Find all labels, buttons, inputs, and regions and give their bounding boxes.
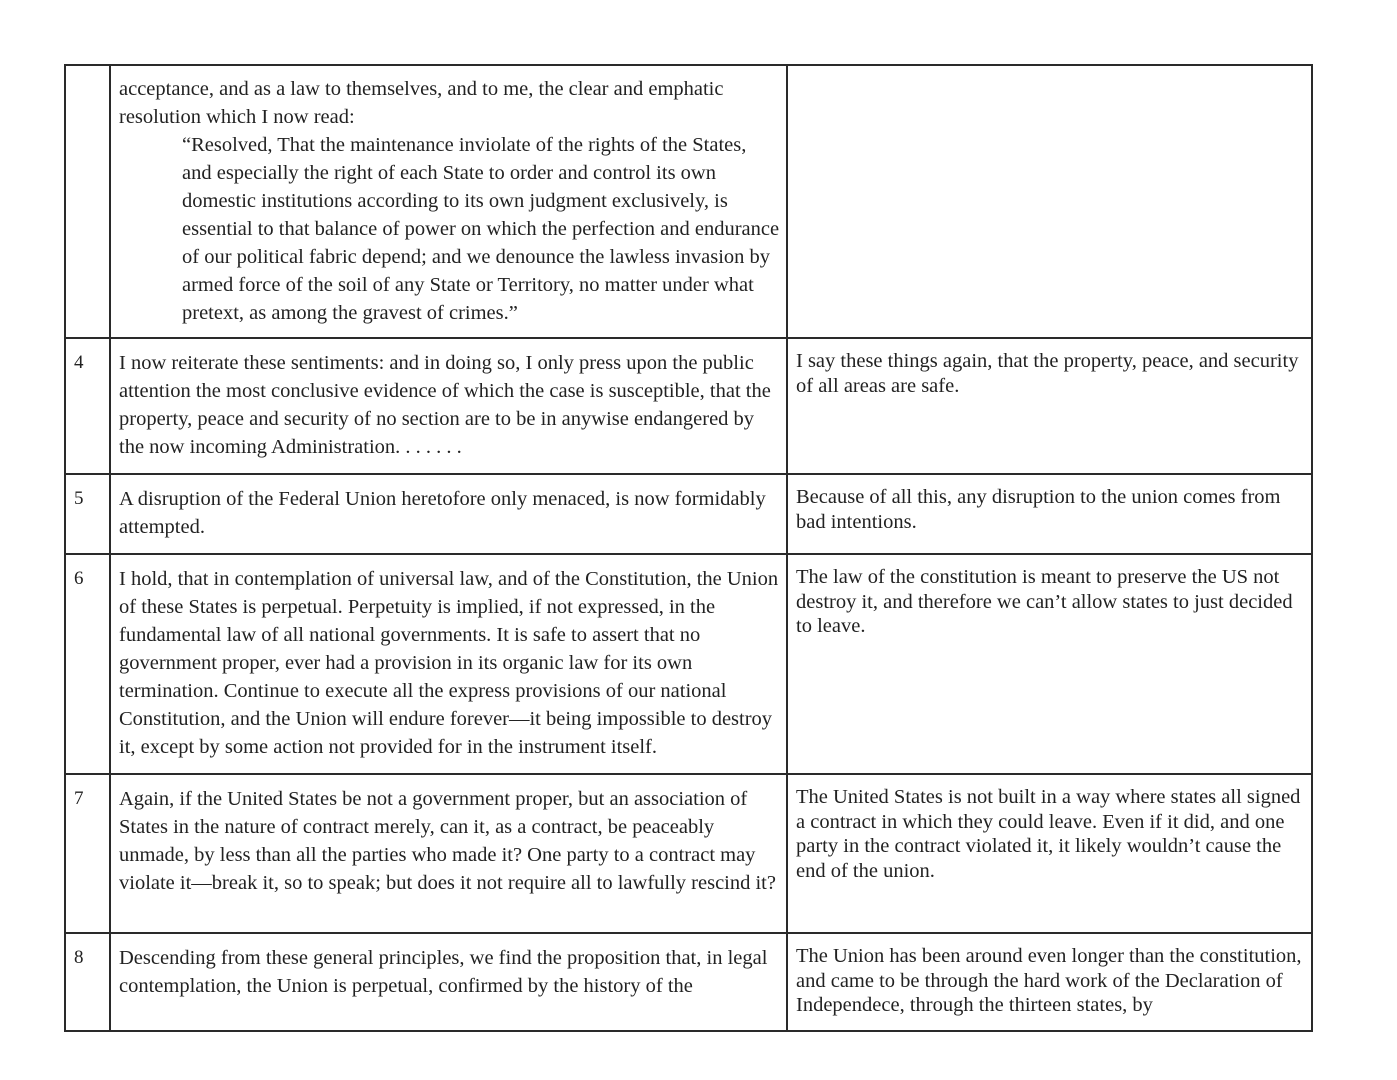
original-text: acceptance, and as a law to themselves, and to me, the clear and emphatic resolution which I now read: [119, 78, 724, 128]
row-number: 7 [74, 788, 84, 809]
table-row [65, 933, 1312, 1031]
paraphrase-cell [787, 65, 1312, 338]
document-page [64, 64, 1311, 1032]
original-text: I now reiterate these sentiments: and in doing so, I only press upon the public attention the most conclusive evidence of which the case is susceptible, that the property, peace and security of no section are to be in anywise endangered by the now incoming Administration. . . . . . . [119, 352, 771, 458]
paraphrase-text: The law of the constitution is meant to preserve the US not destroy it, and therefore we can’t allow states to just decided to leave. [796, 566, 1293, 637]
original-text: I hold, that in contemplation of universal law, and of the Constitution, the Union of these States is perpetual. Perpetuity is implied, if not expressed, in the fundamental law of all national governments. It is safe to assert that no government proper, ever had a provision in its organic law for its own termination. Continue to execute all the express provisions of our national Constitution, and the Union will endure forever—it being impossible to destroy it, except by some action not provided for in the instrument itself. [119, 568, 779, 758]
original-text-cell [110, 474, 787, 554]
block-quote: “Resolved, That the maintenance inviolate of the rights of the States, and especially the right of each State to order and control its own domestic institutions according to its own judgment exclusively, is essential to that balance of power on which the perfection and endurance of our political fabric depend; and we denounce the lawless invasion by armed force of the soil of any State or Territory, no matter under what pretext, as among the gravest of crimes.” [182, 134, 780, 324]
paraphrase-text: Because of all this, any disruption to the union comes from bad intentions. [796, 486, 1281, 533]
paraphrase-text: The Union has been around even longer than the constitution, and came to be through the hard work of the Declaration of Independece, through the thirteen states, by [796, 945, 1302, 1016]
row-number-cell [65, 933, 110, 1031]
original-text-cell [110, 338, 787, 474]
row-number-cell [65, 338, 110, 474]
row-number-cell [65, 554, 110, 774]
row-number: 6 [74, 568, 84, 589]
original-text: Again, if the United States be not a government proper, but an association of States in the nature of contract merely, can it, as a contract, be peaceably unmade, by less than all the parties who made it? One party to a contract may violate it—break it, so to speak; but does it not require all to lawfully rescind it? [119, 788, 776, 894]
table-row [65, 474, 1312, 554]
original-text: Descending from these general principles, we find the proposition that, in legal contemplation, the Union is perpetual, confirmed by the history of the [119, 947, 768, 997]
original-text-cell [110, 774, 787, 933]
paraphrase-cell [787, 774, 1312, 933]
row-number: 8 [74, 947, 84, 968]
paraphrase-cell [787, 338, 1312, 474]
original-text-cell [110, 554, 787, 774]
original-text: A disruption of the Federal Union heretofore only menaced, is now formidably attempted. [119, 488, 766, 538]
table-row [65, 338, 1312, 474]
table-row [65, 774, 1312, 933]
paraphrase-cell [787, 933, 1312, 1031]
row-number: 5 [74, 488, 84, 509]
speech-analysis-table [64, 64, 1313, 1032]
row-number-cell [65, 474, 110, 554]
paraphrase-cell [787, 554, 1312, 774]
table-row [65, 65, 1312, 338]
original-text-cell [110, 65, 787, 338]
original-text-cell [110, 933, 787, 1031]
table-row [65, 554, 1312, 774]
paraphrase-cell [787, 474, 1312, 554]
row-number-cell [65, 65, 110, 338]
row-number: 4 [74, 352, 84, 373]
row-number-cell [65, 774, 110, 933]
paraphrase-text: The United States is not built in a way where states all signed a contract in which they could leave. Even if it did, and one party in the contract violated it, it likely wouldn’t cause the end of the union. [796, 786, 1301, 882]
paraphrase-text: I say these things again, that the property, peace, and security of all areas are safe. [796, 350, 1299, 397]
